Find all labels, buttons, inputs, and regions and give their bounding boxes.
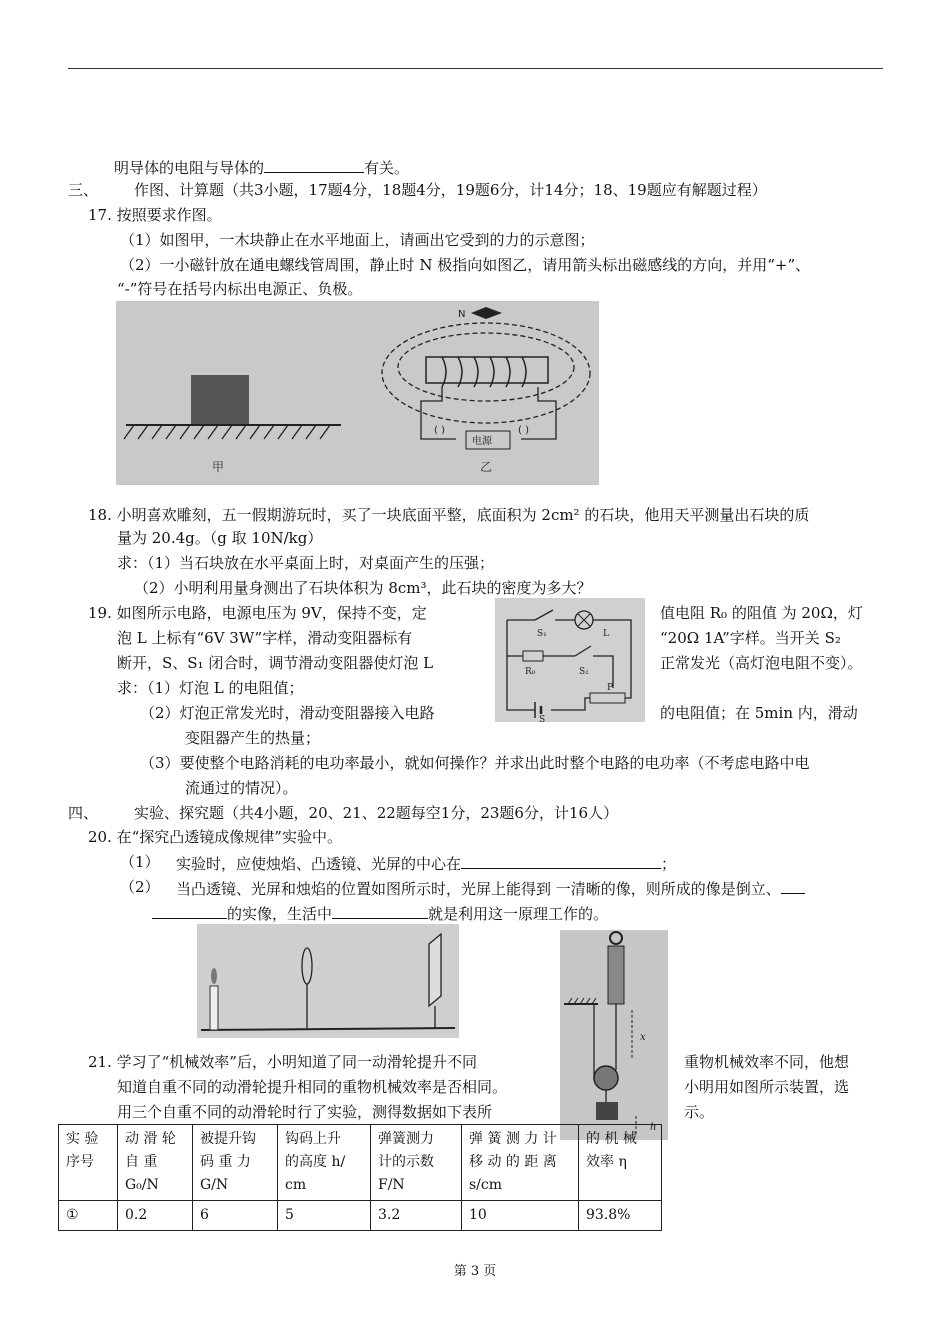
- q19-line3b: 正常发光（高灯泡电阻不变）。: [660, 654, 863, 672]
- table-header-cell: 钩码上升 的高度 h/ cm: [278, 1125, 371, 1201]
- q20-part2: 当凸透镜、光屏和烛焰的位置如图所示时，光屏上能得到 一清晰的像，则所成的像是倒立、: [176, 877, 805, 899]
- q18-line2: 量为 20.4g。（g 取 10N/kg）: [117, 529, 323, 547]
- table-cell: 3.2: [371, 1201, 462, 1231]
- q19-circuit-figure: [495, 598, 645, 722]
- table-cell: ①: [59, 1201, 118, 1231]
- label-s: S: [539, 715, 546, 722]
- label-n: N: [458, 309, 466, 320]
- q20-bench: [197, 924, 459, 1038]
- table-cell: 0.2: [118, 1201, 193, 1231]
- table-cell: 5: [278, 1201, 371, 1231]
- q21-pulley: [560, 930, 668, 1140]
- table-row: [59, 1201, 662, 1231]
- q19-line3a: 断开，S、S₁ 闭合时，调节滑动变阻器使灯泡 L: [117, 654, 434, 672]
- q21-line3b: 示。: [684, 1103, 715, 1121]
- q17-figure: [116, 301, 599, 485]
- convex-lens: [302, 948, 312, 984]
- q18-line1: 18. 小明喜欢雕刻，五一假期游玩时，买了一块底面平整，底面积为 2cm² 的石块，他用天平测量出石块的质: [88, 506, 810, 524]
- wood-block: [191, 375, 249, 425]
- weight-block: [596, 1102, 618, 1120]
- pulley-wheel: [594, 1066, 618, 1090]
- light-screen: [429, 934, 441, 1006]
- data-table: [58, 1124, 662, 1231]
- header-rule: [68, 68, 883, 69]
- rheostat: [590, 693, 625, 703]
- q18-line3: 求：（1）当石块放在水平桌面上时，对桌面产生的压强；: [117, 554, 495, 572]
- label-s1: S₁: [537, 629, 547, 639]
- label-l: L: [603, 629, 609, 639]
- label-h: h: [650, 1122, 657, 1133]
- optical-bench: [201, 1028, 455, 1030]
- label-jia: 甲: [212, 460, 225, 474]
- flame-icon: [211, 968, 217, 984]
- table-header-cell: 的 机 械 效率 η: [579, 1125, 662, 1201]
- q19-line1a: 19. 如图所示电路，电源电压为 9V，保持不变，定: [88, 604, 427, 622]
- q17-part2b: “-”符号在括号内标出电源正、负极。: [117, 280, 363, 298]
- q19-line2b: “20Ω 1A”字样。当开关 S₂: [660, 629, 841, 647]
- q20-stem: 20. 在“探究凸透镜成像规律”实验中。: [88, 828, 342, 846]
- paren-left: ( ): [434, 425, 445, 436]
- table-header-row: [59, 1125, 662, 1201]
- q19-line2a: 泡 L 上标有“6V 3W”字样，滑动变阻器标有: [117, 629, 413, 647]
- compass-needle: [471, 307, 502, 319]
- resistor-r0: [523, 651, 543, 661]
- spring-scale: [608, 946, 624, 1004]
- q21-line1b: 重物机械效率不同，他想: [684, 1053, 850, 1071]
- spring-scale-ring: [610, 932, 622, 944]
- candle: [210, 986, 218, 1030]
- continued-line: 明导体的电阻与导体的 有关。: [114, 156, 409, 178]
- table-cell: 10: [462, 1201, 579, 1231]
- label-s2: S₂: [579, 667, 589, 677]
- table-cell: 6: [193, 1201, 278, 1231]
- q17-part1: （1）如图甲，一木块静止在水平地面上，请画出它受到的力的示意图；: [120, 231, 595, 249]
- table-header-cell: 动 滑 轮 自 重 G₀/N: [118, 1125, 193, 1201]
- table-header-cell: 被提升钩 码 重 力 G/N: [193, 1125, 278, 1201]
- label-p: P: [607, 683, 614, 693]
- q19-line5a: （2）灯泡正常发光时，滑动变阻器接入电路: [140, 704, 435, 722]
- label-yi: 乙: [480, 460, 493, 474]
- q17-stem: 17. 按照要求作图。: [88, 206, 222, 224]
- q20-part2-cont: 的实像，生活中 就是利用这一原理工作的。: [152, 902, 608, 924]
- q21-line1a: 21. 学习了“机械效率”后，小明知道了同一动滑轮提升不同: [88, 1053, 477, 1071]
- q21-line2b: 小明用如图所示装置，选: [684, 1078, 850, 1096]
- section-4-title: 实验、探究题（共4小题，20、21、22题每空1分，23题6分，计16人）: [134, 804, 619, 822]
- table-header-cell: 实 验 序号: [59, 1125, 118, 1201]
- table-header-cell: 弹簧测力 计的示数 F/N: [371, 1125, 462, 1201]
- q19-line1b: 值电阻 R₀ 的阻值 为 20Ω，灯: [660, 604, 863, 622]
- q21-line3a: 用三个自重不同的动滑轮时行了实验，测得数据如下表所: [117, 1103, 493, 1121]
- q19-line5b: 的电阻值；在 5min 内，滑动: [660, 704, 858, 722]
- q19-line4: 求：（1）灯泡 L 的电阻值；: [117, 679, 304, 697]
- q19-line6: 变阻器产生的热量；: [185, 729, 321, 747]
- table-cell: 93.8%: [579, 1201, 662, 1231]
- q20-part1: 实验时，应使烛焰、凸透镜、光屏的中心在 ；: [176, 852, 676, 874]
- table-header-cell: 弹 簧 测 力 计 移 动 的 距 离 s/cm: [462, 1125, 579, 1201]
- paren-right: ( ): [518, 425, 529, 436]
- q20-part2-num: （2）: [120, 878, 160, 896]
- power-label: 电源: [472, 436, 492, 447]
- q20-part1-num: （1）: [120, 853, 160, 871]
- section-3-number: 三、: [68, 181, 99, 199]
- q19-line7: （3）要使整个电路消耗的电功率最小，就如何操作？并求出此时整个电路的电功率（不考虑电路中电: [140, 754, 810, 772]
- q17-diagram: [116, 301, 599, 485]
- ground-hatch: [124, 425, 330, 439]
- q21-figure: [560, 930, 668, 1140]
- label-r0: R₀: [525, 667, 536, 677]
- q17-part2a: （2）一小磁针放在通电螺线管周围，静止时 N 极指向如图乙，请用箭头标出磁感线的方向，并用“+”、: [120, 256, 811, 274]
- q20-figure: [197, 924, 459, 1038]
- section-3-title: 作图、计算题（共3小题，17题4分，18题4分，19题6分，计14分；18、19题应有解题过程）: [134, 181, 767, 199]
- section-4-number: 四、: [68, 804, 99, 822]
- label-x: x: [640, 1032, 646, 1043]
- q18-line4: （2）小明利用量身测出了石块体积为 8cm³，此石块的密度为多大？: [134, 579, 592, 597]
- page-number: 第 3 页: [453, 1264, 497, 1279]
- q19-circuit: [495, 598, 645, 722]
- q21-line2a: 知道自重不同的动滑轮提升相同的重物机械效率是否相同。: [117, 1078, 508, 1096]
- q19-line8: 流通过的情况）。: [185, 779, 298, 797]
